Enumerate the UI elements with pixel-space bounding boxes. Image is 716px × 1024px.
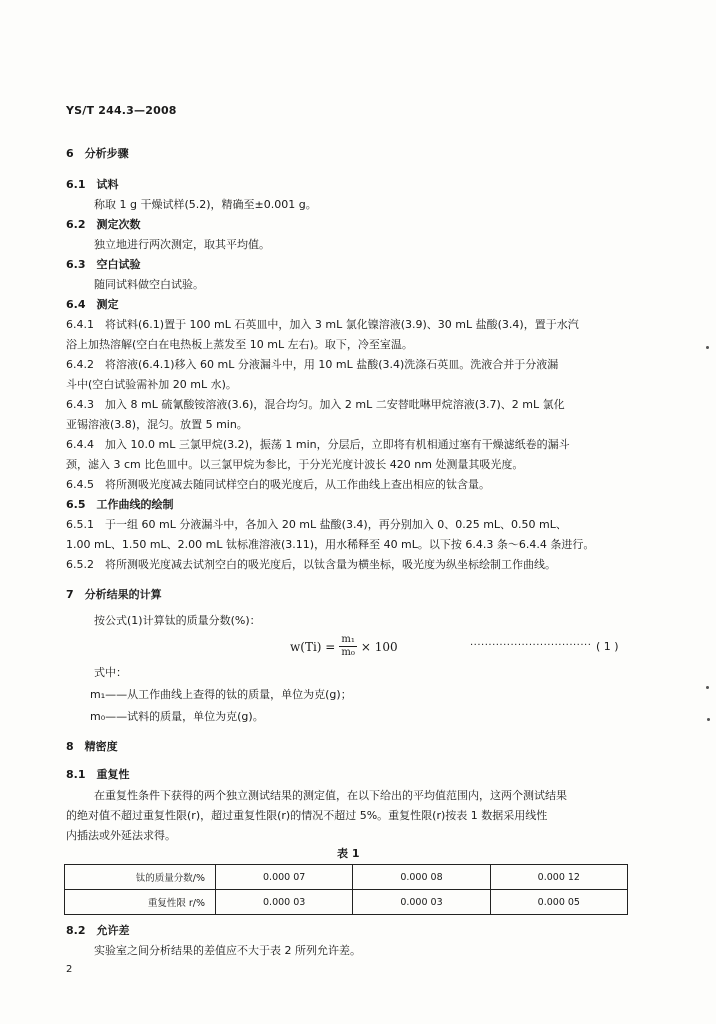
section-6-3-body: 随同试料做空白试验。 xyxy=(94,278,204,291)
table-row-header: 钛的质量分数/% xyxy=(65,865,216,890)
section-6-3-title: 6.3 空白试验 xyxy=(66,258,141,271)
section-6-4-1-line2: 浴上加热溶解(空白在电热板上蒸发至 10 mL 左右)。取下，冷至室温。 xyxy=(66,338,413,351)
section-6-1-title: 6.1 试料 xyxy=(66,178,119,191)
table-cell: 0.000 03 xyxy=(353,890,490,915)
section-6-1-body: 称取 1 g 干燥试样(5.2)，精确至±0.001 g。 xyxy=(94,198,317,211)
formula-1 xyxy=(290,634,398,659)
table-1-caption: 表 1 xyxy=(337,847,360,860)
section-8-1-line2: 的绝对值不超过重复性限(r)，超过重复性限(r)的情况不超过 5%。重复性限(r)按表 1 数据采用线性 xyxy=(66,809,548,822)
table-cell: 0.000 07 xyxy=(216,865,353,890)
table-cell: 0.000 12 xyxy=(490,865,627,890)
section-6-5-1-line2: 1.00 mL、1.50 mL、2.00 mL 钛标准溶液(3.11)，用水稀释至 40 mL。以下按 6.4.3 条～6.4.4 条进行。 xyxy=(66,538,595,551)
formula-denominator: m₀ xyxy=(341,647,355,658)
where-label: 式中： xyxy=(94,666,127,679)
formula-number: ( 1 ) xyxy=(596,640,619,653)
table-cell: 0.000 05 xyxy=(490,890,627,915)
section-6-4-3-line1: 6.4.3 加入 8 mL 硫氰酸铵溶液(3.6)，混合均匀。加入 2 mL 二安替吡啉甲烷溶液(3.7)、2 mL 氯化 xyxy=(66,398,565,411)
section-7-title: 7 分析结果的计算 xyxy=(66,588,162,601)
section-6-5-2-line1: 6.5.2 将所测吸光度减去试剂空白的吸光度后，以钛含量为横坐标，吸光度为纵坐标绘制工作曲线。 xyxy=(66,558,556,571)
section-6-4-3-line2: 亚锡溶液(3.8)，混匀。放置 5 min。 xyxy=(66,418,248,431)
section-6-4-title: 6.4 测定 xyxy=(66,298,119,311)
where-m1: m₁——从工作曲线上查得的钛的质量，单位为克(g)； xyxy=(90,688,352,701)
page-number: 2 xyxy=(66,964,73,975)
section-6-2-title: 6.2 测定次数 xyxy=(66,218,141,231)
section-7-intro: 按公式(1)计算钛的质量分数(%)： xyxy=(94,614,261,627)
section-6-4-2-line1: 6.4.2 将溶液(6.4.1)移入 60 mL 分液漏斗中，用 10 mL 盐酸(3.4)洗涤石英皿。洗液合并于分液漏 xyxy=(66,358,559,371)
formula-fraction xyxy=(339,634,357,659)
table-cell: 0.000 03 xyxy=(216,890,353,915)
section-6-4-2-line2: 斗中(空白试验需补加 20 mL 水)。 xyxy=(66,378,237,391)
section-6-4-1-line1: 6.4.1 将试料(6.1)置于 100 mL 石英皿中，加入 3 mL 氯化镍溶液(3.9)、30 mL 盐酸(3.4)，置于水汽 xyxy=(66,318,579,331)
section-6-title: 6 分析步骤 xyxy=(66,147,129,160)
section-6-4-4-line1: 6.4.4 加入 10.0 mL 三氯甲烷(3.2)，振荡 1 min，分层后，立即将有机相通过塞有干燥滤纸卷的漏斗 xyxy=(66,438,570,451)
section-8-1-line3: 内插法或外延法求得。 xyxy=(66,829,176,842)
table-row-header: 重复性限 r/% xyxy=(65,890,216,915)
table-row xyxy=(65,890,628,915)
formula-leader-dots: ································· xyxy=(470,640,592,651)
standard-code: YS/T 244.3—2008 xyxy=(66,104,177,117)
where-m0: m₀——试料的质量，单位为克(g)。 xyxy=(90,710,264,723)
section-6-4-5-line1: 6.4.5 将所测吸光度减去随同试样空白的吸光度后，从工作曲线上查出相应的钛含量。 xyxy=(66,478,490,491)
section-8-title: 8 精密度 xyxy=(66,740,118,753)
scan-speck xyxy=(706,686,709,689)
scan-speck xyxy=(707,718,710,721)
table-row xyxy=(65,865,628,890)
section-8-2-title: 8.2 允许差 xyxy=(66,924,130,937)
section-8-1-title: 8.1 重复性 xyxy=(66,768,130,781)
table-cell: 0.000 08 xyxy=(353,865,490,890)
formula-lhs: w(Ti) = xyxy=(290,639,336,654)
formula-rhs: × 100 xyxy=(360,639,398,654)
formula-numerator: m₁ xyxy=(341,634,355,645)
section-6-4-4-line2: 颈，滤入 3 cm 比色皿中。以三氯甲烷为参比，于分光光度计波长 420 nm 处测量其吸光度。 xyxy=(66,458,524,471)
section-6-5-title: 6.5 工作曲线的绘制 xyxy=(66,498,174,511)
section-8-1-line1: 在重复性条件下获得的两个独立测试结果的测定值，在以下给出的平均值范围内，这两个测试结果 xyxy=(94,789,567,802)
section-6-2-body: 独立地进行两次测定，取其平均值。 xyxy=(94,238,270,251)
section-6-5-1-line1: 6.5.1 于一组 60 mL 分液漏斗中，各加入 20 mL 盐酸(3.4)，再分别加入 0、0.25 mL、0.50 mL、 xyxy=(66,518,567,531)
scan-speck xyxy=(706,346,709,349)
section-8-2-body: 实验室之间分析结果的差值应不大于表 2 所列允许差。 xyxy=(94,944,361,957)
table-1 xyxy=(64,864,628,915)
